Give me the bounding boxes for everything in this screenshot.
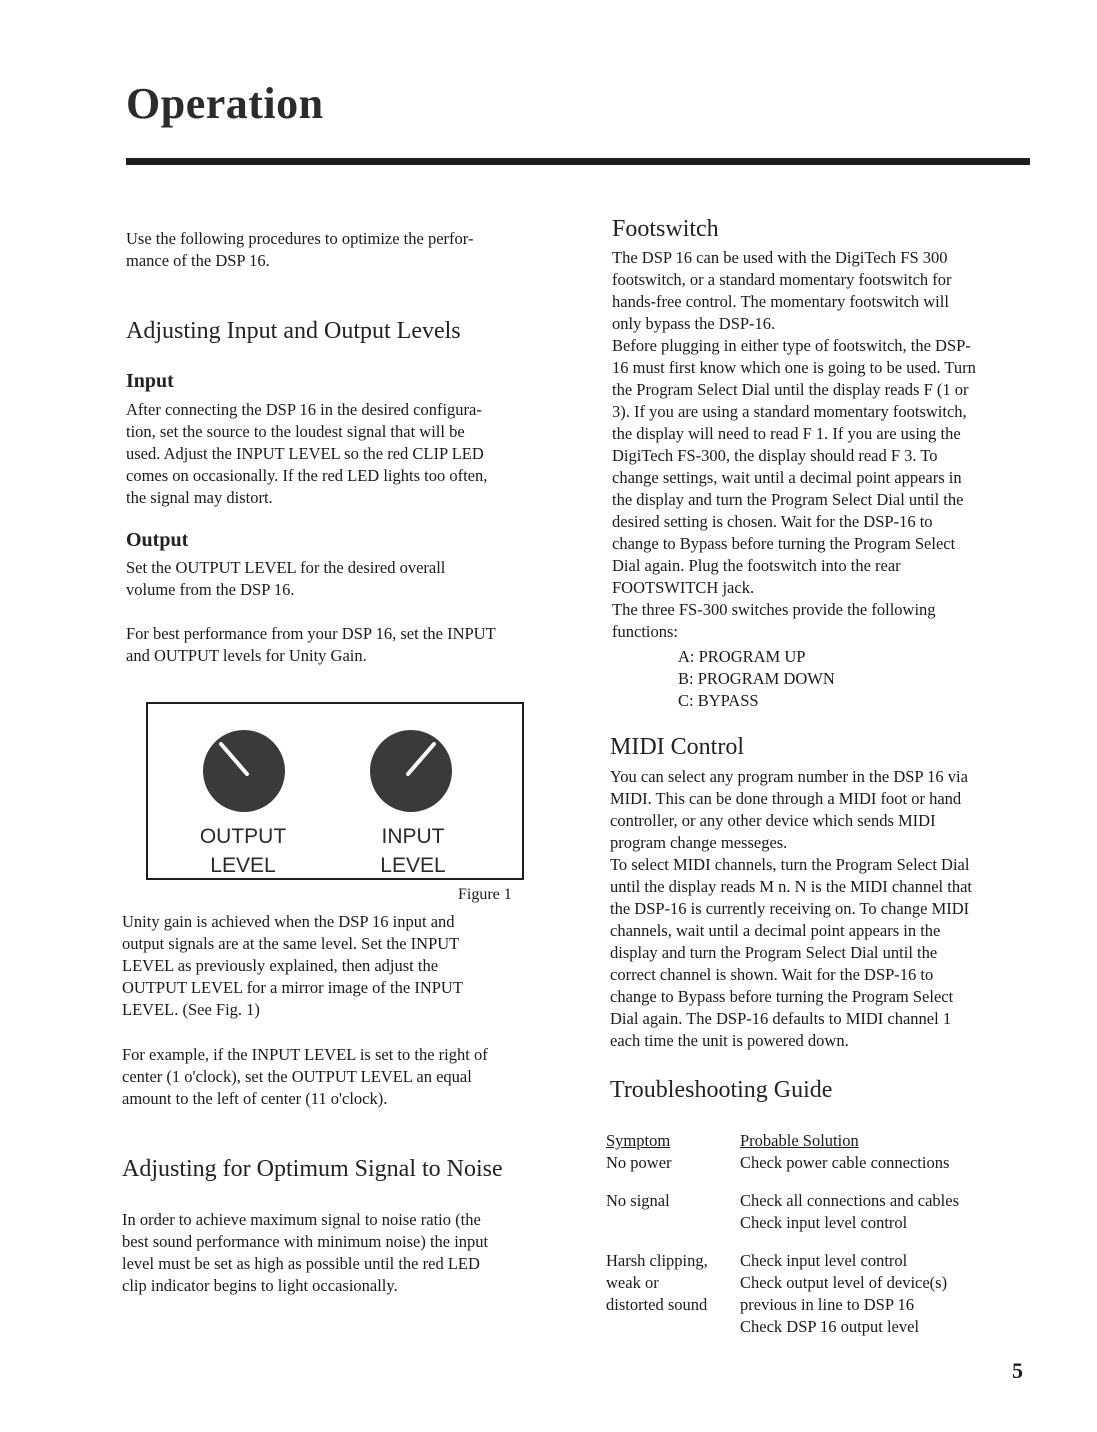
symptom-cell: No signal [606,1191,670,1210]
troubleshooting-heading: Troubleshooting Guide [610,1077,833,1103]
input-paragraph: After connecting the DSP 16 in the desired configura- tion, set the source to the loudest signal that will be used. Adjust the INPUT LEVEL so the red CLIP LED comes on occasionally. If the red LED lights too often, the signal may distort. [126,400,488,507]
signal-noise-paragraph: In order to achieve maximum signal to noise ratio (the best sound performance with minimum noise) the input level must be set as high as possible until the red LED clip indicator begins to light occasionally. [122,1210,489,1295]
solution-cell: Check input level control Check output level of device(s) previous in line to DSP 16 Check DSP 16 output level [740,1251,948,1336]
footswitch-function-b: B: PROGRAM DOWN [678,669,835,688]
input-knob-pointer-icon [370,730,452,812]
page-number: 5 [1012,1358,1023,1383]
symptom-column-header: Symptom [606,1131,671,1150]
output-paragraph: Set the OUTPUT LEVEL for the desired overall volume from the DSP 16. [126,558,446,599]
input-subheading: Input [126,370,174,392]
troubleshooting-header-row [606,1130,1026,1152]
footswitch-function-a: A: PROGRAM UP [678,647,806,666]
symptom-cell: Harsh clipping, weak or distorted sound [606,1251,708,1314]
table-row [606,1152,1026,1174]
symptom-cell: No power [606,1153,672,1172]
input-level-label: INPUT LEVEL [380,825,446,877]
output-level-label: OUTPUT LEVEL [199,825,287,877]
footswitch-heading: Footswitch [612,216,719,242]
best-performance-paragraph: For best performance from your DSP 16, set the INPUT and OUTPUT levels for Unity Gain. [126,624,496,665]
figure-level-knobs [146,702,524,880]
solution-cell: Check all connections and cables Check input level control [740,1191,960,1232]
output-knob-pointer-icon [203,730,285,812]
midi-paragraph: You can select any program number in the DSP 16 via MIDI. This can be done through a MIDI foot or hand controller, or any other device which sends MIDI program change messeges. To select MIDI channels, turn the Program Select Dial until the display reads M n. N is the MIDI channel that the DSP-16 is currently receiving on. To change MIDI channels, wait until a decimal point appears in the display and turn the Program Select Dial until the correct channel is shown. Wait for the DSP-16 to change to Bypass before turning the Program Select Dial again. The DSP-16 defaults to MIDI channel 1 each time the unit is powered down. [610,767,973,1050]
output-level-knob [203,730,285,812]
solution-column-header: Probable Solution [740,1131,859,1150]
adjusting-levels-heading: Adjusting Input and Output Levels [126,318,461,344]
signal-noise-heading: Adjusting for Optimum Signal to Noise [122,1156,503,1182]
midi-heading: MIDI Control [610,734,744,760]
output-subheading: Output [126,529,189,551]
troubleshooting-table [606,1130,1026,1338]
unity-gain-paragraph: Unity gain is achieved when the DSP 16 input and output signals are at the same level. Set the INPUT LEVEL as previously explained, then adjust the OUTPUT LEVEL for a mirror image of the INPUT LEVEL. (See Fig. 1) [122,912,463,1019]
footswitch-paragraph: The DSP 16 can be used with the DigiTech FS 300 footswitch, or a standard momentary footswitch for hands-free control. The momentary footswitch will only bypass the DSP-16. Before plugging in either type of footswitch, the DSP- 16 must first know which one is going to be used. Turn the Program Select Dial until the display reads F (1 or 3). If you are using a standard momentary footswitch, the display will need to read F 1. If you are using the DigiTech FS-300, the display should read F 3. To change settings, wait until a decimal point appears in the display and turn the Program Select Dial until the desired setting is chosen. Wait for the DSP-16 to change to Bypass before turning the Program Select Dial again. Plug the footswitch into the rear FOOTSWITCH jack. The three FS-300 switches provide the following functions: [612,248,976,641]
intro-paragraph: Use the following procedures to optimize the perfor- mance of the DSP 16. [126,229,474,270]
title-divider [126,158,1030,165]
example-paragraph: For example, if the INPUT LEVEL is set to the right of center (1 o'clock), set the OUTPUT LEVEL an equal amount to the left of center (11 o'clock). [122,1045,488,1108]
page-title: Operation [126,79,324,128]
footswitch-function-c: C: BYPASS [678,691,759,710]
solution-cell: Check power cable connections [740,1153,950,1172]
table-row [606,1174,1026,1234]
figure-caption: Figure 1 [458,886,512,903]
input-level-knob [370,730,452,812]
table-row [606,1234,1026,1338]
